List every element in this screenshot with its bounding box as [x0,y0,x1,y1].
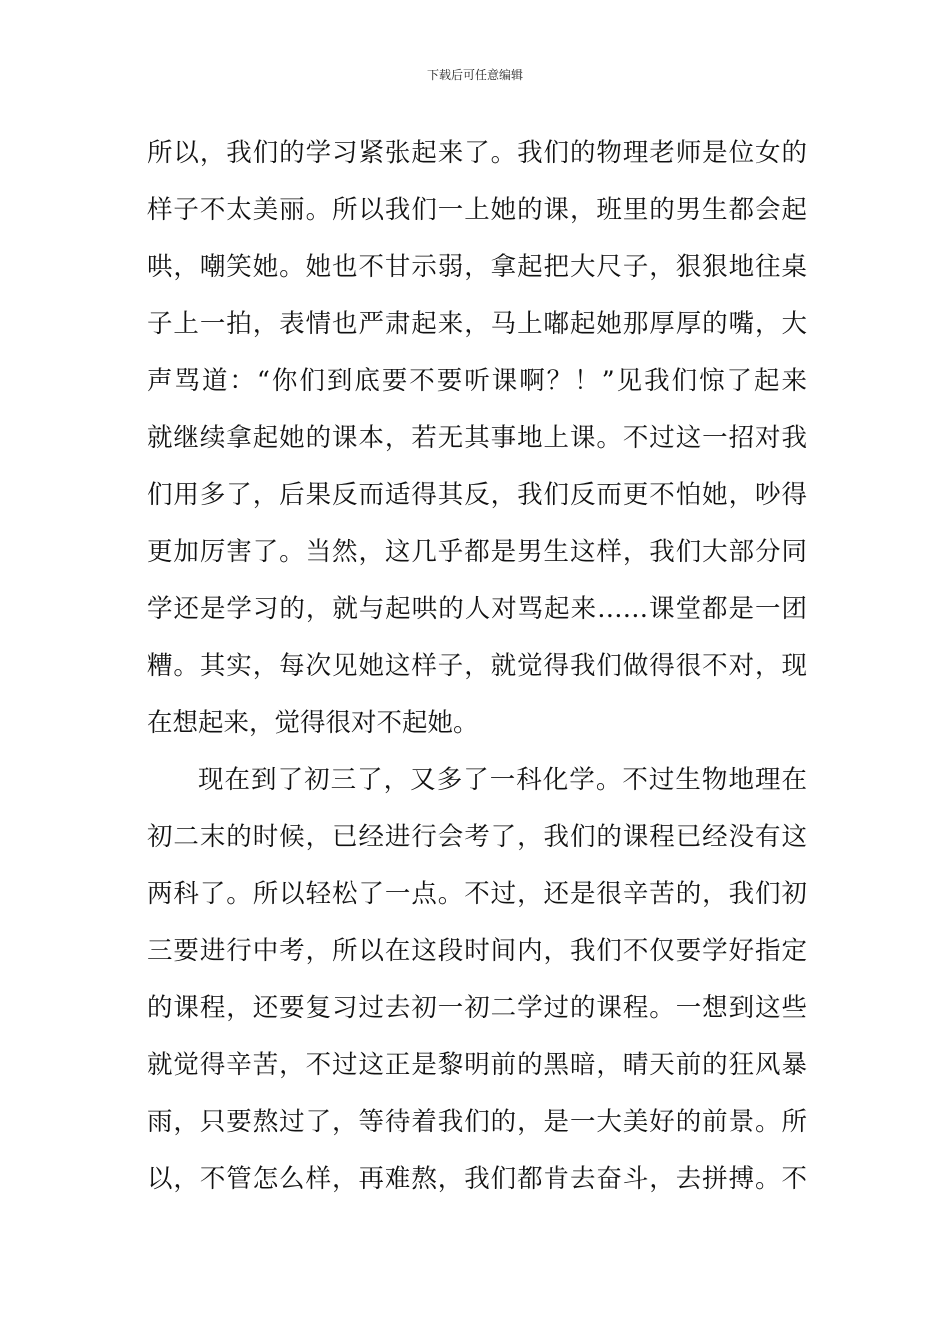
text-line: 所以，我们的学习紧张起来了。我们的物理老师是位女的 [147,138,807,168]
text-line: 现在到了初三了，又多了一科化学。不过生物地理在 [198,765,807,795]
text-line: 就继续拿起她的课本，若无其事地上课。不过这一招对我 [147,423,807,453]
text-line: 就觉得辛苦，不过这正是黎明前的黑暗，晴天前的狂风暴 [147,1050,807,1080]
paragraph-2 [147,752,807,1208]
text-line: 更加厉害了。当然，这几乎都是男生这样，我们大部分同 [147,537,807,567]
body-text [147,125,807,1208]
text-line: 糟。其实，每次见她这样子，就觉得我们做得很不对，现 [147,651,807,681]
text-line: 学还是学习的，就与起哄的人对骂起来……课堂都是一团 [147,594,807,624]
text-line: 雨，只要熬过了，等待着我们的，是一大美好的前景。所 [147,1107,807,1137]
text-line: 两科了。所以轻松了一点。不过，还是很辛苦的，我们初 [147,879,807,909]
text-line: 声骂道：“你们到底要不要听课啊？！”见我们惊了起来 [147,366,807,396]
text-line: 在想起来，觉得很对不起她。 [147,708,479,738]
text-line: 初二末的时候，已经进行会考了，我们的课程已经没有这 [147,822,807,852]
text-line: 们用多了，后果反而适得其反，我们反而更不怕她，吵得 [147,480,807,510]
page-header: 下载后可任意编辑 [426,68,523,82]
text-line: 以，不管怎么样，再难熬，我们都肯去奋斗，去拼搏。不 [147,1164,807,1194]
text-line: 哄，嘲笑她。她也不甘示弱，拿起把大尺子，狠狠地往桌 [147,252,807,282]
text-line: 样子不太美丽。所以我们一上她的课，班里的男生都会起 [147,195,807,225]
text-line: 子上一拍，表情也严肃起来，马上嘟起她那厚厚的嘴，大 [147,309,807,339]
text-line: 的课程，还要复习过去初一初二学过的课程。一想到这些 [147,993,807,1023]
paragraph-1 [147,125,807,752]
text-line: 三要进行中考，所以在这段时间内，我们不仅要学好指定 [147,936,807,966]
